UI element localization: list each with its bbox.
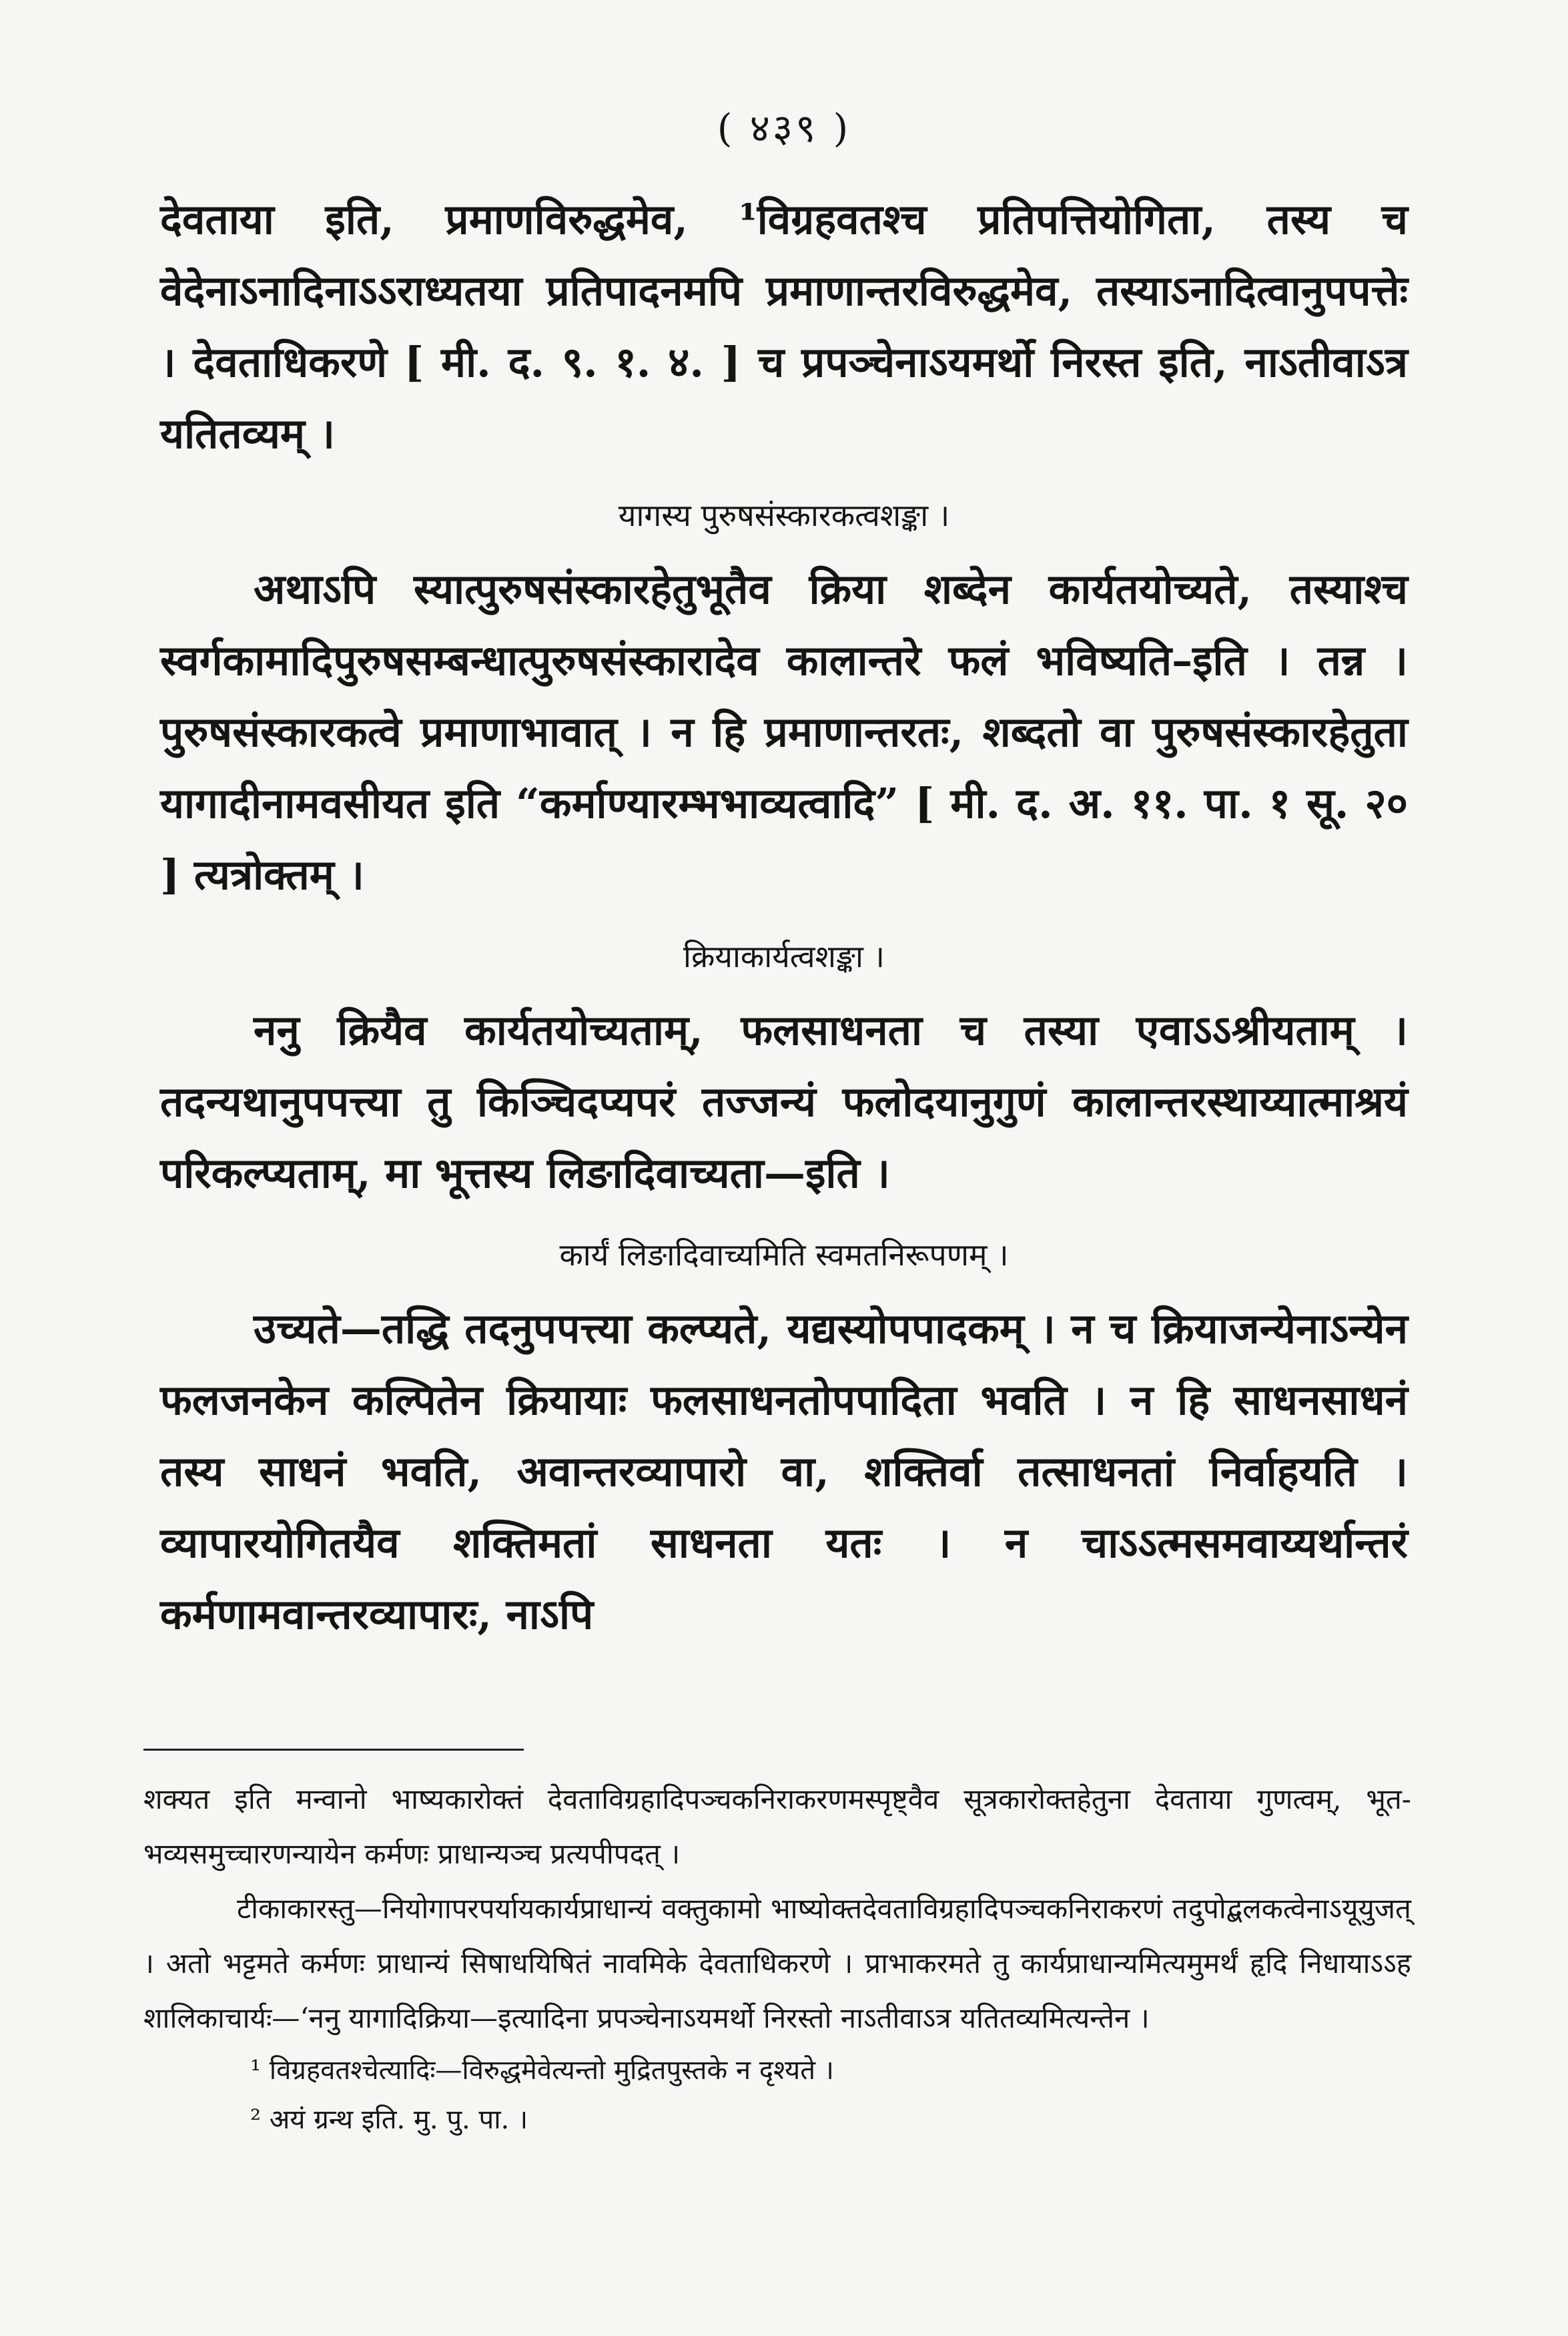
paragraph-4: उच्यते—तद्धि तदनुपपत्त्या कल्प्यते, यद्यस्योपपादकम् । न च क्रियाजन्येनाऽन्येन फलजनकेन कल्पितेन क्रियायाः फलसाधनतोपपादिता भवति । न हि साधनसाधनं तस्य साधनं भवति, अवान्तरव्यापारो वा, शक्तिर्वा तत्साधनतां निर्वाहयति । व्यापारयोगितयैव शक्तिमतां साधनता यतः । न चाऽऽत्मसमवाय्यर्थान्तरं कर्मणामवान्तरव्यापारः, नाऽपि [160, 1304, 1409, 1639]
paragraph-3: ननु क्रियैव कार्यतयोच्यताम्, फलसाधनता च तस्या एवाऽऽश्रीयताम् । तदन्यथानुपपत्त्या तु किञ्चिदप्यपरं तज्जन्यं फलोदयानुगुणं कालान्तरस्थाय्यात्माश्रयं परिकल्प्यताम्, मा भूत्तस्य लिङादिवाच्यता—इति । [160, 1006, 1408, 1197]
footnotes [143, 1772, 1411, 2144]
section-heading-3: कार्यं लिङादिवाच्यमिति स्वमतनिरूपणम् । [559, 1237, 1009, 1273]
footnote-note-2: ² अयं ग्रन्थ इति. मु. पु. पा. । [250, 2104, 528, 2135]
footnote-divider [143, 1749, 524, 1751]
page-number: ( ४३९ ) [717, 105, 851, 151]
footnote-paragraph-1: शक्यत इति मन्वानो भाष्यकारोक्तं देवताविग्रहादिपञ्चकनिराकरणमस्पृष्ट्वैव सूत्रकारोक्तहेतुना देवताया गुणत्वम्, भूत-भव्यसमुच्चारणन्यायेन कर्मणः प्राधान्यञ्च प्रत्यपीपदत् । [143, 1783, 1411, 1870]
section-heading-1: यागस्य पुरुषसंस्कारकत्वशङ्का । [618, 497, 950, 533]
main-text [160, 184, 1408, 1650]
paragraph-1: देवताया इति, प्रमाणविरुद्धमेव, ¹विग्रहवतश्च प्रतिपत्तियोगिता, तस्य च वेदेनाऽनादिनाऽऽराध्यतया प्रतिपादनमपि प्रमाणान्तरविरुद्धमेव, तस्याऽनादित्वानुपपत्तेः । देवताधिकरणे [ मी. द. ९. १. ४. ] च प्रपञ्चेनाऽयमर्थो निरस्त इति, नाऽतीवाऽत्र यतितव्यम् । [160, 195, 1408, 458]
footnote-paragraph-2: टीकाकारस्तु—नियोगापरपर्यायकार्यप्राधान्यं वक्तुकामो भाष्योक्तदेवताविग्रहादिपञ्चकनिराकरणं तदुपोद्बलकत्वेनाऽयूयुजत् । अतो भट्टमते कर्मणः प्राधान्यं सिषाधयिषितं नावमिके देवताधिकरणे । प्राभाकरमते तु कार्यप्राधान्यमित्यमुमर्थं हृदि निधायाऽऽह शालिकाचार्यः—‘ननु यागादिक्रिया—इत्यादिना प्रपञ्चेनाऽयमर्थो निरस्तो नाऽतीवाऽत्र यतितव्यमित्यन्तेन । [143, 1892, 1411, 2034]
footnote-note-1: ¹ विग्रहवतश्चेत्यादिः—विरुद्धमेवेत्यन्तो मुद्रितपुस्तके न दृश्यते । [250, 2055, 834, 2086]
section-heading-2: क्रियाकार्यत्वशङ्का । [683, 938, 885, 974]
paragraph-2: अथाऽपि स्यात्पुरुषसंस्कारहेतुभूतैव क्रिया शब्देन कार्यतयोच्यते, तस्याश्च स्वर्गकामादिपुरुषसम्बन्धात्पुरुषसंस्कारादेव कालान्तरे फलं भविष्यति–इति । तन्न । पुरुषसंस्कारकत्वे प्रमाणाभावात् । न हि प्रमाणान्तरतः, शब्दतो वा पुरुषसंस्कारहेतुता यागादीनामवसीयत इति “कर्माण्यारम्भभाव्यत्वादि” [ मी. द. अ. ११. पा. १ सू. २० ] त्यत्रोक्तम् । [160, 565, 1408, 899]
